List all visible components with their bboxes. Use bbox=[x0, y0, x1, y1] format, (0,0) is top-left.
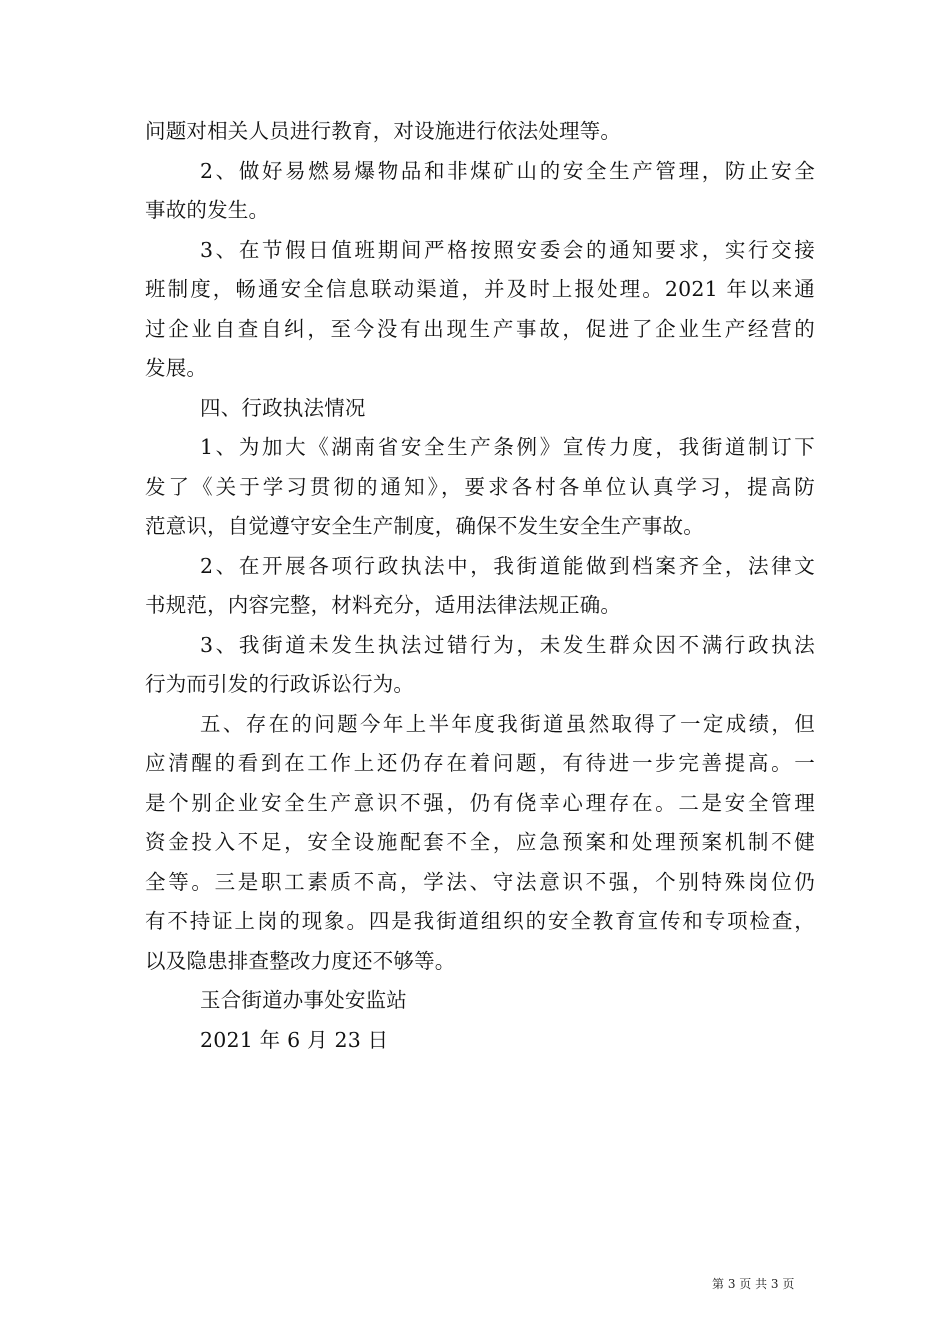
text-line: 2、做好易燃易爆物品和非煤矿山的安全生产管理，防止安全 bbox=[200, 158, 815, 183]
text-line: 是个别企业安全生产意识不强，仍有侥幸心理存在。二是安全管理 bbox=[145, 790, 815, 815]
signature-date: 2021 年 6 月 23 日 bbox=[200, 1027, 389, 1052]
text-line: 应清醒的看到在工作上还仍存在着问题，有待进一步完善提高。一 bbox=[145, 751, 815, 775]
text-line: 发展。 bbox=[145, 356, 208, 380]
text-line: 范意识，自觉遵守安全生产制度，确保不发生安全生产事故。 bbox=[145, 514, 704, 538]
text-line: 行为而引发的行政诉讼行为。 bbox=[145, 672, 415, 696]
page-number-footer: 第 3 页 共 3 页 bbox=[712, 1277, 795, 1291]
text-line: 3、在节假日值班期间严格按照安委会的通知要求，实行交接 bbox=[200, 237, 815, 262]
text-line: 五、存在的问题今年上半年度我街道虽然取得了一定成绩，但 bbox=[200, 711, 815, 736]
text-line: 书规范，内容完整，材料充分，适用法律法规正确。 bbox=[145, 593, 622, 617]
text-line: 有不持证上岗的现象。四是我街道组织的安全教育宣传和专项检查， bbox=[145, 909, 815, 933]
text-line: 全等。三是职工素质不高，学法、守法意识不强，个别特殊岗位仍 bbox=[145, 869, 815, 894]
text-line: 1、为加大《湖南省安全生产条例》宣传力度，我街道制订下 bbox=[200, 435, 815, 459]
text-line: 事故的发生。 bbox=[145, 198, 270, 222]
text-line: 发了《关于学习贯彻的通知》，要求各村各单位认真学习，提高防 bbox=[145, 474, 815, 499]
document-body bbox=[145, 112, 815, 1060]
signature-organization: 玉合街道办事处安监站 bbox=[200, 988, 407, 1012]
text-line: 过企业自查自纠，至今没有出现生产事故，促进了企业生产经营的 bbox=[145, 316, 815, 341]
text-line: 2、在开展各项行政执法中，我街道能做到档案齐全，法律文 bbox=[200, 553, 815, 578]
text-line: 以及隐患排查整改力度还不够等。 bbox=[145, 948, 456, 973]
text-line: 班制度，畅通安全信息联动渠道，并及时上报处理。2021 年以来通 bbox=[145, 277, 815, 301]
text-line: 3、我街道未发生执法过错行为，未发生群众因不满行政执法 bbox=[200, 632, 815, 657]
section-heading: 四、行政执法情况 bbox=[200, 395, 366, 420]
text-line: 资金投入不足，安全设施配套不全，应急预案和处理预案机制不健 bbox=[145, 830, 815, 854]
text-line: 问题对相关人员进行教育，对设施进行依法处理等。 bbox=[145, 119, 622, 143]
